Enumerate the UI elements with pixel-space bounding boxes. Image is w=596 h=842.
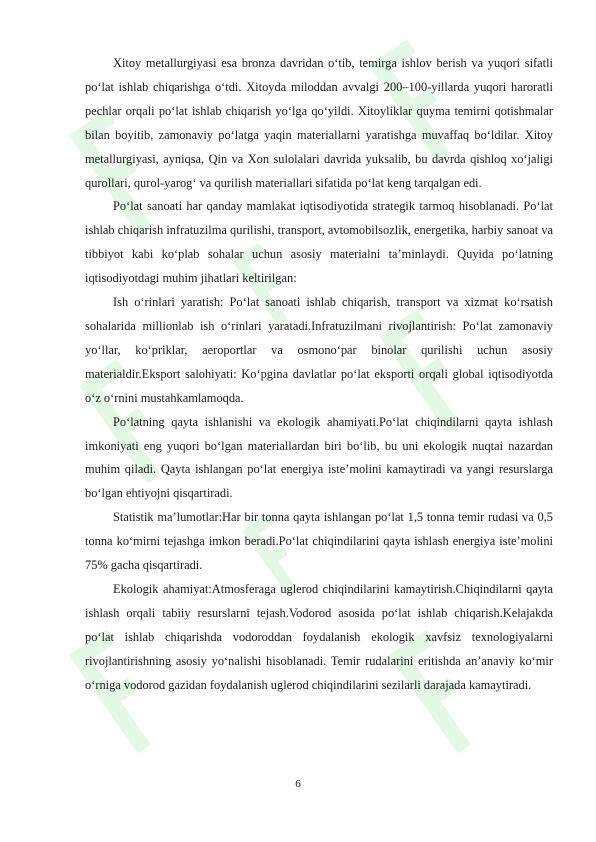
paragraph: Poʻlat sanoati har qanday mamlakat iqtisodiyotida strategik tarmoq hisoblanadi. Poʻlat ishlab chiqarish infratuzilma qurilishi, transport, avtomobilsozlik, energetika, harbiy sanoat va tibbiyot kabi koʻplab sohalar uchun asosiy materialni taʼminlaydi. Quyida poʻlatning iqtisodiyotdagi muhim jihatlari keltirilgan: bbox=[85, 199, 553, 286]
paragraph: Ekologik ahamiyat:Atmosferaga uglerod chiqindilarini kamaytirish.Chiqindilarni qayta ishlash orqali tabiiy resurslarni tejash.Vodorod asosida poʻlat ishlab chiqarish.Kelajakda poʻlat ishlab chiqarishda vodoroddan foydalanish ekologik xavfsiz texnologiyalarni rivojlantirishning asosiy yoʻnalishi hisoblanadi. Temir rudalarini eritishda anʼanaviy koʻmir oʻrniga vodorod gazidan foydalanish uglerod chiqindilarini sezilarli darajada kamaytiradi. bbox=[85, 581, 553, 692]
page-number: 6 bbox=[295, 778, 301, 790]
paragraph: Xitoy metallurgiyasi esa bronza davridan oʻtib, temirga ishlov berish va yuqori sifatli poʻlat ishlab chiqarishga oʻtdi. Xitoyda miloddan avvalgi 200–100-yillarda yuqori haroratli pechlar orqali poʻlat ishlab chiqarish yoʻlga qoʻyildi. Xitoyliklar quyma temirni qotishmalar bilan boyitib, zamonaviy poʻlatga yaqin materiallarni yaratishga muvaffaq boʻldilar. Xitoy metallurgiyasi, ayniqsa, Qin va Xon sulolalari davrida yuksalib, bu davrda qishloq xoʻjaligi qurollari, qurol-yarogʻ va qurilish materiallari sifatida poʻlat keng tarqalgan edi. bbox=[85, 56, 553, 190]
paragraph: Ish oʻrinlari yaratish: Poʻlat sanoati ishlab chiqarish, transport va xizmat koʻrsatish sohalarida millionlab ish oʻrinlari yaratadi.Infratuzilmani rivojlantirish: Poʻlat zamonaviy yoʻllar, koʻpriklar, aeroportlar va osmonoʻpar binolar qurilishi uchun asosiy materialdir.Eksport salohiyati: Koʻpgina davlatlar poʻlat eksporti orqali global iqtisodiyotda oʻz oʻrnini mustahkamlamoqda. bbox=[85, 295, 553, 405]
paragraph: Poʻlatning qayta ishlanishi va ekologik ahamiyati.Poʻlat chiqindilarni qayta ishlash imkoniyati eng yuqori boʻlgan materiallardan biri boʻlib, bu uni ekologik nuqtai nazardan muhim qiladi. Qayta ishlangan poʻlat energiya isteʼmolini kamaytiradi va yangi resurslarga boʻlgan ehtiyojni qisqartiradi. bbox=[85, 414, 553, 501]
body-text bbox=[85, 52, 553, 697]
paragraph: Statistik maʼlumotlar:Har bir tonna qayta ishlangan poʻlat 1,5 tonna temir rudasi va 0,5 tonna koʻmirni tejashga imkon beradi.Poʻlat chiqindilarini qayta ishlash energiya isteʼmolini 75% gacha qisqartiradi. bbox=[85, 510, 553, 573]
